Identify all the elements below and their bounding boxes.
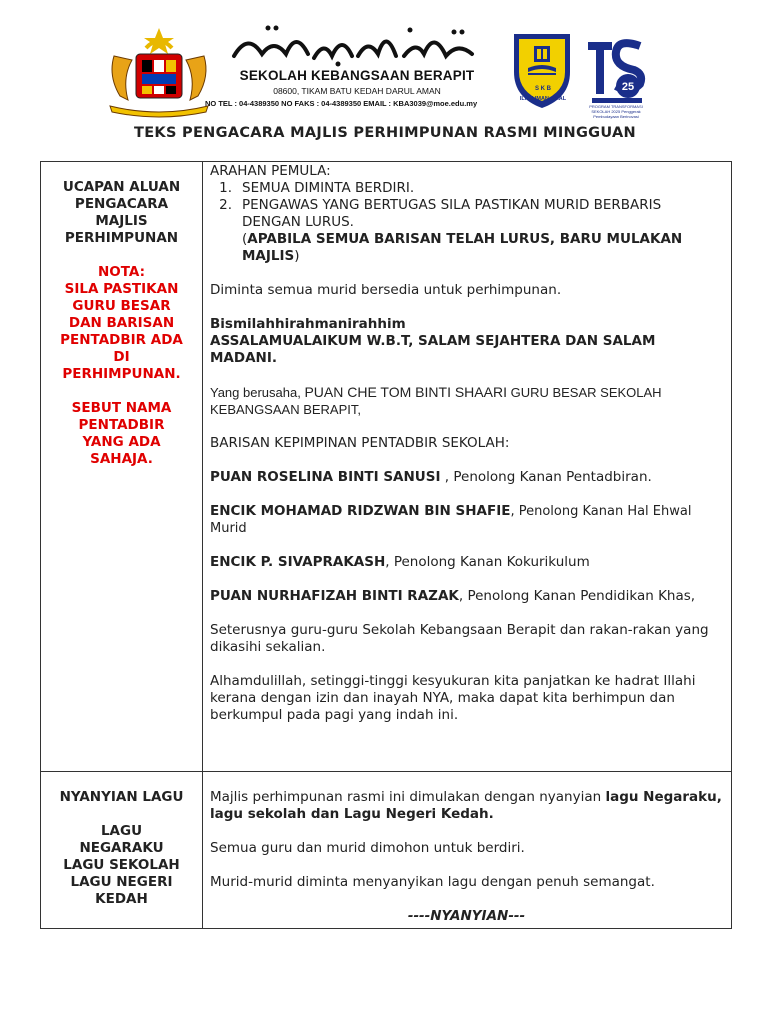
guru-besar-text: Yang berusaha, PUAN CHE TOM BINTI SHAARI GURU BESAR SEKOLAH KEBANGSAAN BERAPIT, (210, 384, 662, 417)
ucapan-text (203, 163, 731, 724)
list-item: 1. SEMUA DIMINTA BERDIRI. (219, 180, 415, 196)
section-heading-ucapan: UCAPAN ALUAN PENGACARA MAJLIS PERHIMPUNAN (62, 179, 181, 246)
ts25-caption: PROGRAM TRANSFORMASI SEKOLAH 2025 Penggerak Pembudayaan Berinovasi (589, 104, 643, 119)
berdiri-text: Semua guru dan murid dimohon untuk berdiri. (210, 840, 525, 856)
alhamdulillah-text: Alhamdulillah, setinggi-tinggi kesyukuran kita panjatkan ke hadrat Illahi kerana dengan izin dan inayah NYA, maka dapat kita berhimpun dan berkumpul pada pagi yang indah ini. (210, 673, 696, 723)
menyanyikan-text: Murid-murid diminta menyanyikan lagu dengan penuh semangat. (210, 874, 655, 890)
bismillah-text: Bismilahhirahmanirahhim (210, 316, 406, 332)
right-cell-ucapan (203, 162, 732, 772)
guru-besar-name: PUAN CHE TOM BINTI SHAARI (304, 384, 507, 400)
section-heading-nyanyian: NYANYIAN LAGU (59, 789, 184, 805)
jawi-school-name-logo (228, 20, 478, 68)
arahan-heading: ARAHAN PEMULA: (210, 163, 331, 179)
pentadbir-4: PUAN NURHAFIZAH BINTI RAZAK, Penolong Kanan Pendidikan Khas, (210, 588, 696, 604)
ts25-logo-icon (582, 32, 648, 112)
lagu-list: LAGU NEGARAKU LAGU SEKOLAH LAGU NEGERI KEDAH (63, 823, 180, 907)
left-cell-ucapan (41, 162, 203, 772)
malaysia-coat-of-arms-icon (106, 26, 212, 118)
right-cell-nyanyian (203, 772, 732, 929)
pentadbir-2: ENCIK MOHAMAD RIDZWAN BIN SHAFIE, Penolong Kanan Hal Ehwal Murid (210, 503, 692, 536)
document-title: TEKS PENGACARA MAJLIS PERHIMPUNAN RASMI MINGGUAN (134, 125, 636, 141)
nyanyian-cue: ----NYANYIAN--- (407, 908, 526, 924)
nyanyian-text (203, 772, 731, 925)
pentadbir-1: PUAN ROSELINA BINTI SANUSI , Penolong Kanan Pentadbiran. (210, 469, 652, 485)
school-badge-code: S K B (534, 86, 551, 92)
arahan-list (210, 180, 723, 265)
letterhead (100, 18, 660, 119)
school-contact: NO TEL : 04-4389350 NO FAKS : 04-4389350 EMAIL : KBA3039@moe.edu.my (205, 99, 478, 108)
table-row-nyanyian (41, 772, 732, 929)
school-name: SEKOLAH KEBANGSAAN BERAPIT (239, 68, 475, 83)
majlis-dimulakan-text: Majlis perhimpunan rasmi ini dimulakan dengan nyanyian lagu Negaraku, lagu sekolah dan Lagu Negeri Kedah. (210, 789, 722, 822)
nota-pastikan: NOTA: SILA PASTIKAN GURU BESAR DAN BARISAN PENTADBIR ADA DI PERHIMPUNAN. (60, 264, 183, 382)
list-item: 2. PENGAWAS YANG BERTUGAS SILA PASTIKAN MURID BERBARIS DENGAN LURUS. (APABILA SEMUA BARISAN TELAH LURUS, BARU MULAKAN MAJLIS) (219, 197, 683, 264)
script-table (40, 161, 732, 929)
table-row-ucapan-aluan (41, 162, 732, 772)
left-cell-nyanyian (41, 772, 203, 929)
pentadbir-3: ENCIK P. SIVAPRAKASH, Penolong Kanan Kokurikulum (210, 554, 590, 570)
seterusnya-text: Seterusnya guru-guru Sekolah Kebangsaan Berapit dan rakan-rakan yang dikasihi sekalian. (210, 622, 709, 655)
bersedia-text: Diminta semua murid bersedia untuk perhimpunan. (210, 282, 562, 298)
svg-text:25: 25 (621, 81, 635, 93)
salam-text: ASSALAMUALAIKUM W.B.T, SALAM SEJAHTERA DAN SALAM MADANI. (210, 333, 656, 366)
barisan-heading: BARISAN KEPIMPINAN PENTADBIR SEKOLAH: (210, 435, 510, 451)
school-badge-motto: ILMU IMAN AMAL (519, 96, 567, 102)
school-address: 08600, TIKAM BATU KEDAH DARUL AMAN (273, 86, 441, 96)
nota-sebut-nama: SEBUT NAMA PENTADBIR YANG ADA SAHAJA. (71, 400, 172, 467)
